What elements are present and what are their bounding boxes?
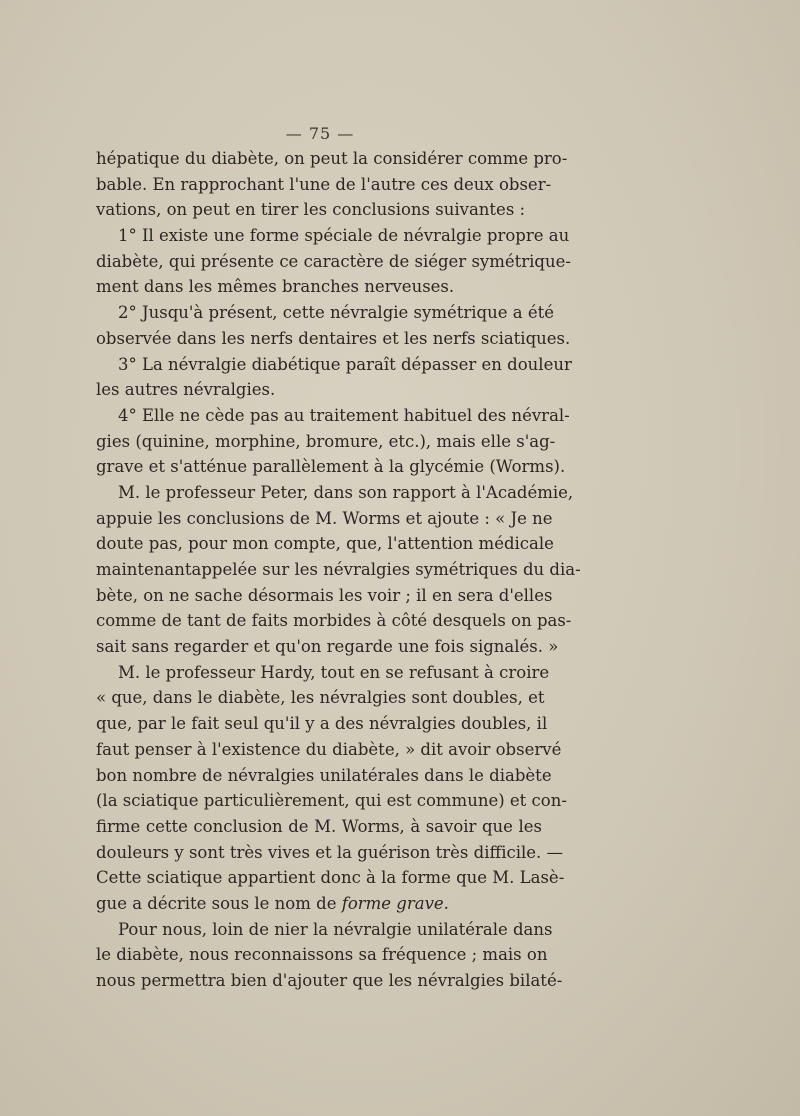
text-line: douleurs y sont très vives et la guérison très difficile. — <box>96 842 564 862</box>
text-line: que, par le fait seul qu'il y a des névralgies doubles, il <box>96 714 548 734</box>
text-line: Pour nous, loin de nier la névralgie unilatérale dans <box>118 919 553 939</box>
text-line: ment dans les mêmes branches nerveuses. <box>96 277 455 297</box>
text-line: hépatique du diabète, on peut la considérer comme pro- <box>96 149 568 168</box>
text-line: 1° Il existe une forme spéciale de névralgie propre au <box>118 226 570 246</box>
text-line: bon nombre de névralgies unilatérales dans le diabète <box>96 765 552 785</box>
text-line: bète, on ne sache désormais les voir ; il en sera d'elles <box>96 585 553 605</box>
text-line: doute pas, pour mon compte, que, l'attention médicale <box>96 534 554 554</box>
page-number: — 75 — <box>285 124 355 143</box>
italic-term: forme grave. <box>341 893 449 913</box>
text-line: faut penser à l'existence du diabète, » dit avoir observé <box>96 739 562 759</box>
text-line: M. le professeur Peter, dans son rapport à l'Académie, <box>118 482 574 502</box>
text-line: les autres névralgies. <box>96 380 276 400</box>
text-line: (la sciatique particulièrement, qui est commune) et con- <box>96 791 567 811</box>
text-line: maintenantappelée sur les névralgies symétriques du dia- <box>96 560 581 579</box>
text-line: gies (quinine, morphine, bromure, etc.), mais elle s'ag- <box>96 431 556 451</box>
text-line: appuie les conclusions de M. Worms et ajoute : « Je ne <box>96 508 553 528</box>
text-line: 3° La névralgie diabétique paraît dépasser en douleur <box>118 354 572 374</box>
text-line: observée dans les nerfs dentaires et les nerfs sciatiques. <box>96 328 571 348</box>
text-line: comme de tant de faits morbides à côté desquels on pas- <box>96 611 572 631</box>
text-line: grave et s'atténue parallèlement à la glycémie (Worms). <box>96 457 566 477</box>
text-line: nous permettra bien d'ajouter que les névralgies bilaté- <box>96 971 563 990</box>
text-line: M. le professeur Hardy, tout en se refusant à croire <box>118 662 550 682</box>
text-line: firme cette conclusion de M. Worms, à savoir que les <box>96 816 542 836</box>
text-line: vations, on peut en tirer les conclusions suivantes : <box>96 200 526 220</box>
text-line: diabète, qui présente ce caractère de siéger symétrique- <box>96 251 571 271</box>
text-line: le diabète, nous reconnaissons sa fréquence ; mais on <box>96 945 548 965</box>
text-line: Cette sciatique appartient donc à la forme que M. Lasè- <box>96 868 565 888</box>
text-line: 4° Elle ne cède pas au traitement habituel des névral- <box>118 405 570 425</box>
text-line: « que, dans le diabète, les névralgies sont doubles, et <box>96 688 545 708</box>
text-line: 2° Jusqu'à présent, cette névralgie symétrique a été <box>118 303 554 323</box>
text-line: sait sans regarder et qu'on regarde une fois signalés. » <box>96 637 559 657</box>
text-line: bable. En rapprochant l'une de l'autre ces deux obser- <box>96 174 552 194</box>
text-line: gue a décrite sous le nom de forme grave. <box>96 893 449 913</box>
body-text <box>96 146 581 994</box>
